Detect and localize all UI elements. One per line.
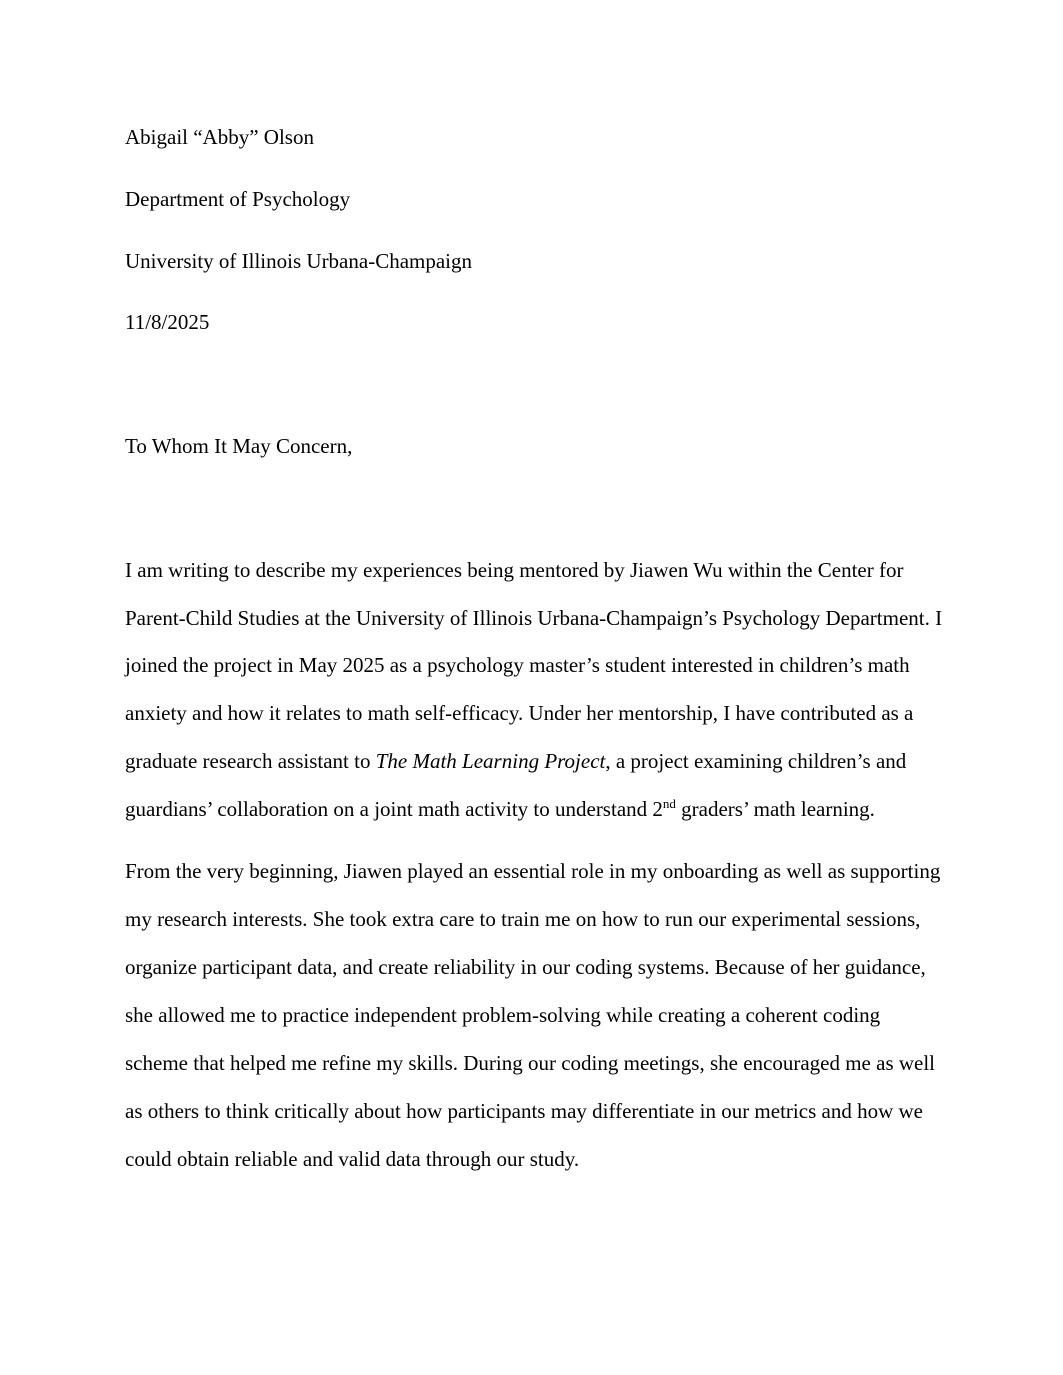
paragraph-line: anxiety and how it relates to math self-efficacy. Under her mentorship, I have contributed as a	[125, 701, 914, 725]
sender-university: University of Illinois Urbana-Champaign	[125, 249, 473, 273]
paragraph-line: joined the project in May 2025 as a psychology master’s student interested in children’s math	[125, 653, 910, 677]
paragraph-line: Parent-Child Studies at the University of Illinois Urbana-Champaign’s Psychology Department. I	[125, 606, 943, 630]
paragraph-text: graders’ math learning.	[675, 797, 875, 821]
paragraph-text: guardians’ collaboration on a joint math activity to understand 2	[125, 797, 663, 821]
paragraph-text: , a project examining children’s and	[605, 749, 907, 773]
letter-date: 11/8/2025	[125, 310, 210, 334]
sender-department: Department of Psychology	[125, 187, 351, 211]
paragraph-line: From the very beginning, Jiawen played an essential role in my onboarding as well as supporting	[125, 859, 941, 883]
salutation: To Whom It May Concern,	[125, 434, 353, 458]
sender-name: Abigail “Abby” Olson	[125, 125, 314, 149]
paragraph-line: my research interests. She took extra care to train me on how to run our experimental sessions,	[125, 907, 921, 931]
paragraph-line: could obtain reliable and valid data through our study.	[125, 1147, 580, 1171]
paragraph-line: scheme that helped me refine my skills. During our coding meetings, she encouraged me as well	[125, 1051, 936, 1075]
paragraph-line: I am writing to describe my experiences being mentored by Jiawen Wu within the Center for	[125, 558, 904, 582]
paragraph-line	[125, 797, 875, 821]
paragraph-line: organize participant data, and create reliability in our coding systems. Because of her guidance,	[125, 955, 926, 979]
project-title: The Math Learning Project	[375, 749, 606, 773]
paragraph-line: as others to think critically about how participants may differentiate in our metrics and how we	[125, 1099, 923, 1123]
ordinal-superscript: nd	[662, 796, 676, 811]
paragraph-line	[125, 749, 906, 773]
paragraph-line: she allowed me to practice independent problem-solving while creating a coherent coding	[125, 1003, 881, 1027]
paragraph-text: graduate research assistant to	[125, 749, 376, 773]
